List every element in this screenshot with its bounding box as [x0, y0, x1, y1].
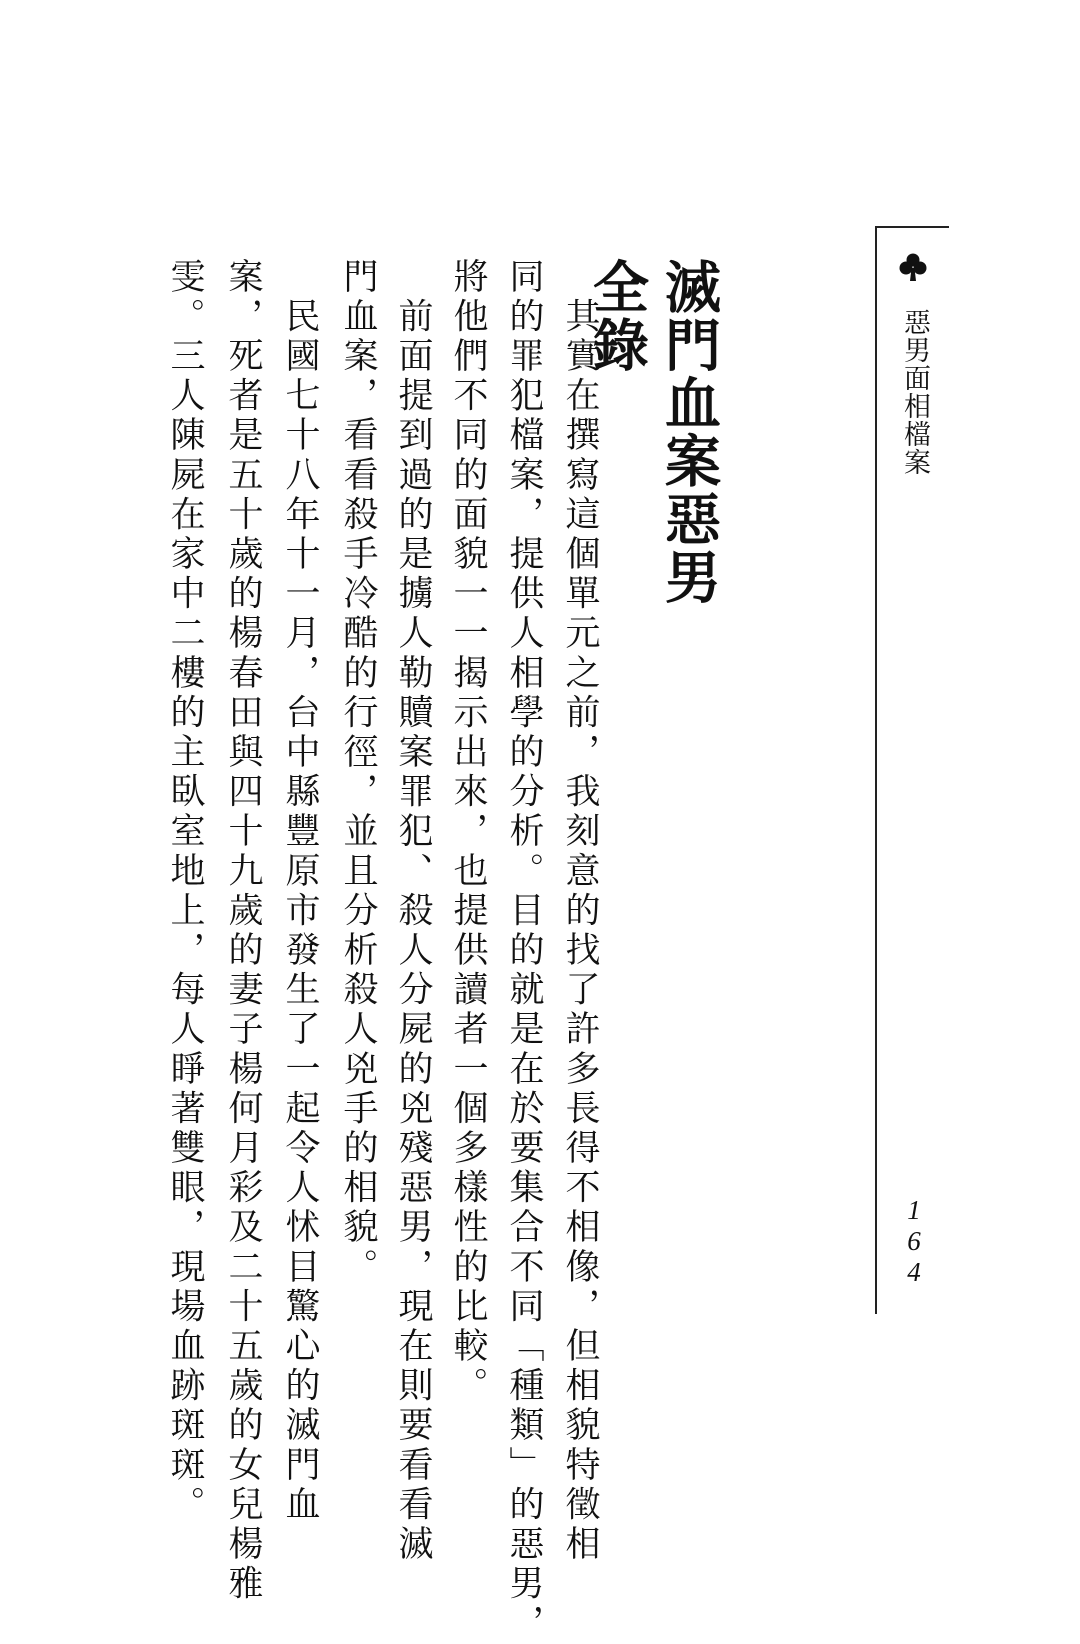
body-text-column: 同的罪犯檔案，提供人相學的分析。目的就是在於要集合不同「種類」的惡男，: [504, 258, 544, 1644]
page-number-digit: 1: [907, 1195, 921, 1225]
body-text-column: 門血案，看看殺手冷酷的行徑，並且分析殺人兇手的相貌。: [338, 258, 378, 1288]
running-title: 惡男面相檔案: [899, 308, 930, 476]
body-text-column: 前面提到過的是擄人勒贖案罪犯、殺人分屍的兇殘惡男，現在則要看看滅: [393, 258, 433, 1565]
body-text-column: 其實在撰寫這個單元之前，我刻意的找了許多長得不相像，但相貌特徵相: [560, 258, 600, 1565]
body-text-column: 案，死者是五十歲的楊春田與四十九歲的妻子楊何月彩及二十五歲的女兒楊雅: [223, 258, 263, 1605]
body-text-column: 將他們不同的面貌一一揭示出來，也提供讀者一個多樣性的比較。: [448, 258, 488, 1407]
chapter-title: 滅門血案惡男全錄: [584, 258, 721, 606]
page-number: [899, 1195, 929, 1288]
club-icon: [898, 252, 928, 282]
page-number-digit: 4: [907, 1257, 921, 1287]
body-text-column: 民國七十八年十一月，台中縣豐原市發生了一起令人怵目驚心的滅門血: [280, 258, 320, 1526]
body-text-column: 雯。三人陳屍在家中二樓的主臥室地上，每人睜著雙眼，現場血跡斑斑。: [165, 258, 205, 1526]
page-number-digit: 6: [907, 1226, 921, 1256]
